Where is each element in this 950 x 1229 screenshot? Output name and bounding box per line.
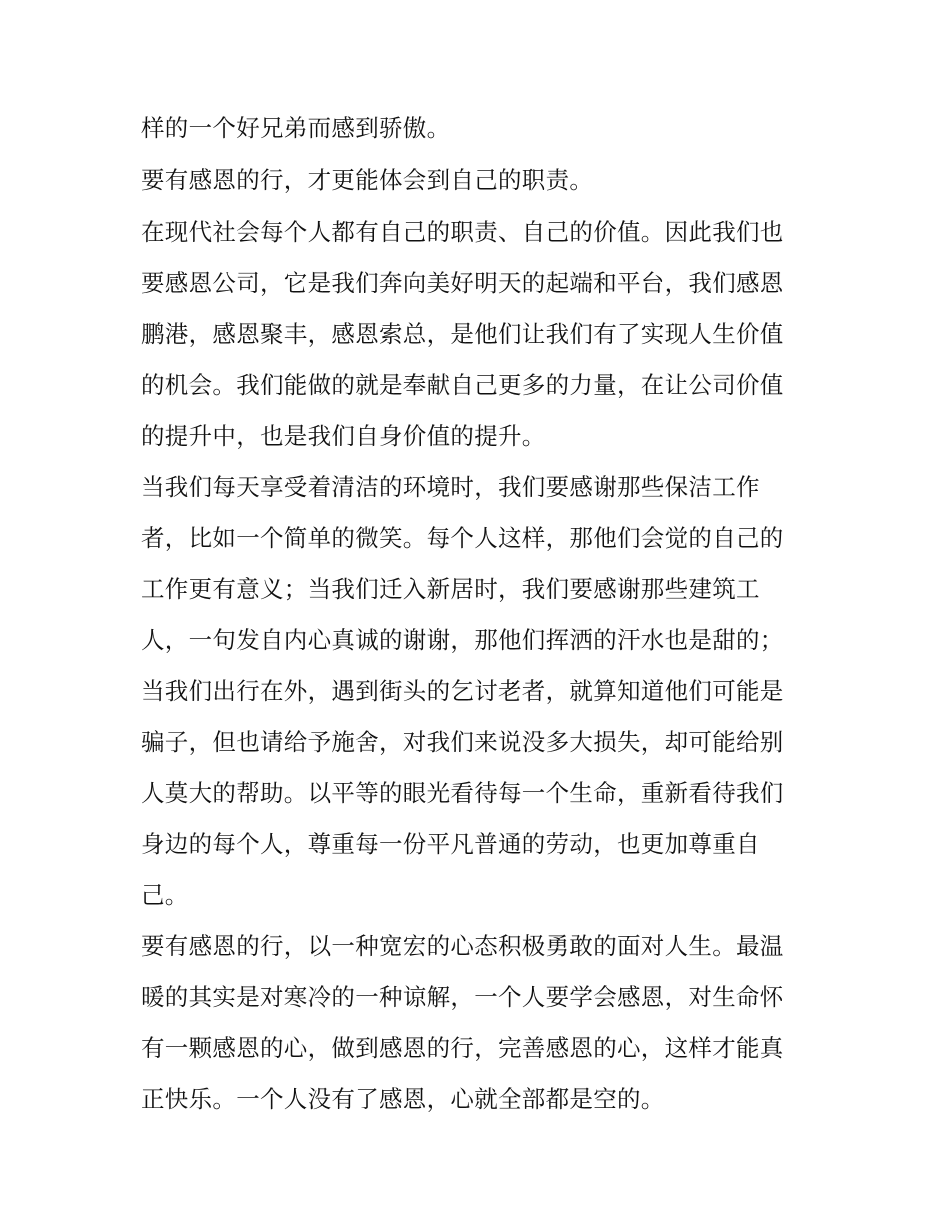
text-line: 正快乐。一个人没有了感恩，心就全部都是空的。 (141, 1085, 665, 1113)
text-line: 骗子，但也请给予施舍，对我们来说没多大损失，却可能给别 (141, 728, 784, 756)
text-line: 者，比如一个简单的微笑。每个人这样，那他们会觉的自己的 (141, 524, 784, 552)
text-line: 要有感恩的行，以一种宽宏的心态积极勇敢的面对人生。最温 (141, 932, 784, 960)
text-line: 人莫大的帮助。以平等的眼光看待每一个生命，重新看待我们 (141, 779, 784, 807)
text-line: 暖的其实是对寒冷的一种谅解，一个人要学会感恩，对生命怀 (141, 983, 784, 1011)
text-line: 人，一句发自内心真诚的谢谢，那他们挥洒的汗水也是甜的； (141, 626, 784, 654)
text-line: 的提升中，也是我们自身价值的提升。 (141, 422, 546, 450)
text-line: 样的一个好兄弟而感到骄傲。 (141, 114, 451, 142)
text-line: 要有感恩的行，才更能体会到自己的职责。 (141, 166, 594, 194)
text-line: 当我们出行在外，遇到街头的乞讨老者，就算知道他们可能是 (141, 677, 784, 705)
text-line: 有一颗感恩的心，做到感恩的行，完善感恩的心，这样才能真 (141, 1034, 784, 1062)
text-line: 在现代社会每个人都有自己的职责、自己的价值。因此我们也 (141, 218, 784, 246)
text-line: 的机会。我们能做的就是奉献自己更多的力量，在让公司价值 (141, 371, 784, 399)
text-line: 要感恩公司，它是我们奔向美好明天的起端和平台，我们感恩 (141, 269, 784, 297)
text-line: 鹏港，感恩聚丰，感恩索总，是他们让我们有了实现人生价值 (141, 320, 784, 348)
text-line: 己。 (141, 881, 189, 909)
text-line: 身边的每个人，尊重每一份平凡普通的劳动，也更加尊重自 (141, 830, 760, 858)
text-line: 当我们每天享受着清洁的环境时，我们要感谢那些保洁工作 (141, 473, 760, 501)
text-line: 工作更有意义；当我们迁入新居时，我们要感谢那些建筑工 (141, 575, 760, 603)
